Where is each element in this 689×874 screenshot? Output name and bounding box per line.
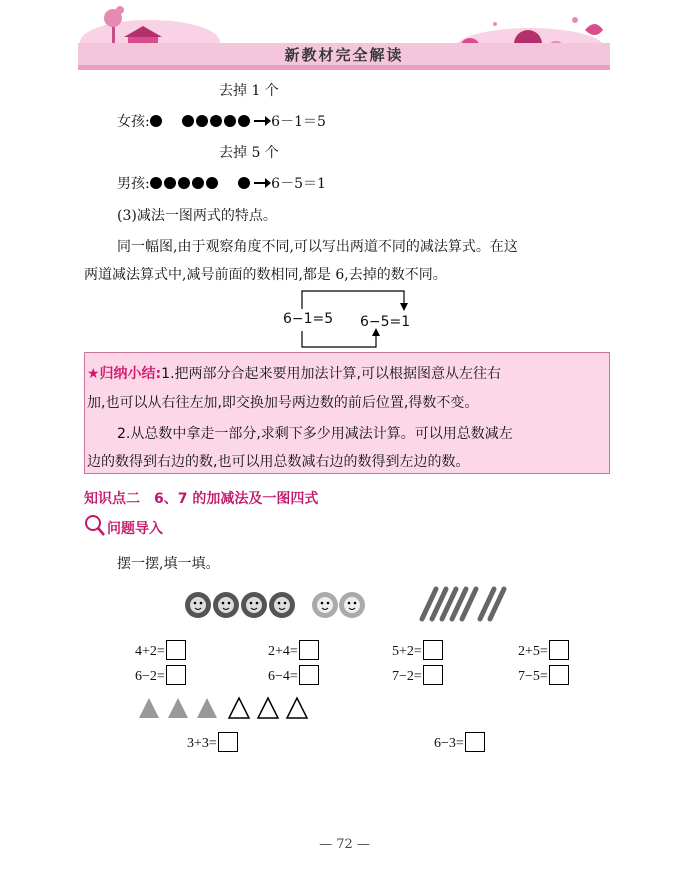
answer-box[interactable] [549,640,569,660]
summary-line1 [87,363,501,383]
girl-label: 女孩: [117,114,150,130]
arrow-right-icon [254,182,266,184]
remove-five-label: 去掉 5 个 [219,145,279,161]
filled-triangle-icon [168,698,188,718]
dot-icon [238,177,250,189]
answer-box[interactable] [423,640,443,660]
summary-text1: 1.把两部分合起来要用加法计算,可以根据图意从左往右 [161,366,501,382]
point3-body-line1: 同一幅图,由于观察角度不同,可以写出两道不同的减法算式。在这 [117,239,518,255]
outline-triangle-icon [287,698,307,718]
dot-icon [178,177,190,189]
dot-icon [196,115,208,127]
filled-triangle-icon [197,698,217,718]
light-flower-icons [312,592,365,618]
diagram-eq1: 6−1=5 [283,311,334,327]
question-intro-label: 问题导入 [107,521,163,537]
remove-one-label: 去掉 1 个 [219,83,279,99]
page-header [0,0,689,75]
filled-triangle-icon [139,698,159,718]
dot-icon [224,115,236,127]
exercise-eq: 2+4= [268,640,319,660]
dot-icon [150,177,162,189]
boy-line [117,173,326,193]
boy-label: 男孩: [117,176,150,192]
dot-icon [192,177,204,189]
answer-box[interactable] [549,665,569,685]
point3-title: (3)减法一图两式的特点。 [117,208,277,224]
exercise-eq: 4+2= [135,640,186,660]
exercise-eq: 5+2= [392,640,443,660]
triangles [137,696,312,720]
diagram-eq2: 6−5=1 [360,314,411,330]
summary-label: ★归纳小结: [87,366,162,382]
header-title: 新教材完全解读 [284,46,404,64]
answer-box[interactable] [299,640,319,660]
exercise-eq: 6−3= [434,732,485,752]
flowers-and-sticks [180,585,530,625]
magnifier-icon [84,514,106,538]
exercise-eq: 2+5= [518,640,569,660]
exercise-eq: 7−5= [518,665,569,685]
dot-icon [150,115,162,127]
stick-icons [422,589,504,619]
outline-triangle-icon [229,698,249,718]
exercise-eq: 7−2= [392,665,443,685]
girl-equation: 6－1＝5 [271,114,326,130]
dot-icon [206,177,218,189]
knowledge-point-heading: 知识点二 6、7 的加减法及一图四式 [84,491,319,507]
exercise-eq: 3+3= [187,732,238,752]
page-number: — 72 — [319,837,370,852]
answer-box[interactable] [218,732,238,752]
dot-icon [210,115,222,127]
exercise-eq: 6−2= [135,665,186,685]
arrow-right-icon [254,120,266,122]
dot-icon [238,115,250,127]
dot-icon [164,177,176,189]
summary-line4: 边的数得到右边的数,也可以用总数减右边的数得到左边的数。 [87,454,470,470]
outline-triangle-icon [258,698,278,718]
dot-icon [182,115,194,127]
answer-box[interactable] [166,640,186,660]
answer-box[interactable] [166,665,186,685]
summary-line3: 2.从总数中拿走一部分,求剩下多少用减法计算。可以用总数减左 [117,426,513,442]
answer-box[interactable] [299,665,319,685]
point3-body-line2: 两道减法算式中,减号前面的数相同,都是 6,去掉的数不同。 [84,267,447,283]
boy-equation: 6－5＝1 [271,176,326,192]
answer-box[interactable] [423,665,443,685]
dark-flower-icons [185,592,295,618]
exercise-eq: 6−4= [268,665,319,685]
answer-box[interactable] [465,732,485,752]
summary-line2: 加,也可以从右往左加,即交换加号两边数的前后位置,得数不变。 [87,395,479,411]
girl-line [117,111,326,131]
instruction: 摆一摆,填一填。 [117,556,220,572]
